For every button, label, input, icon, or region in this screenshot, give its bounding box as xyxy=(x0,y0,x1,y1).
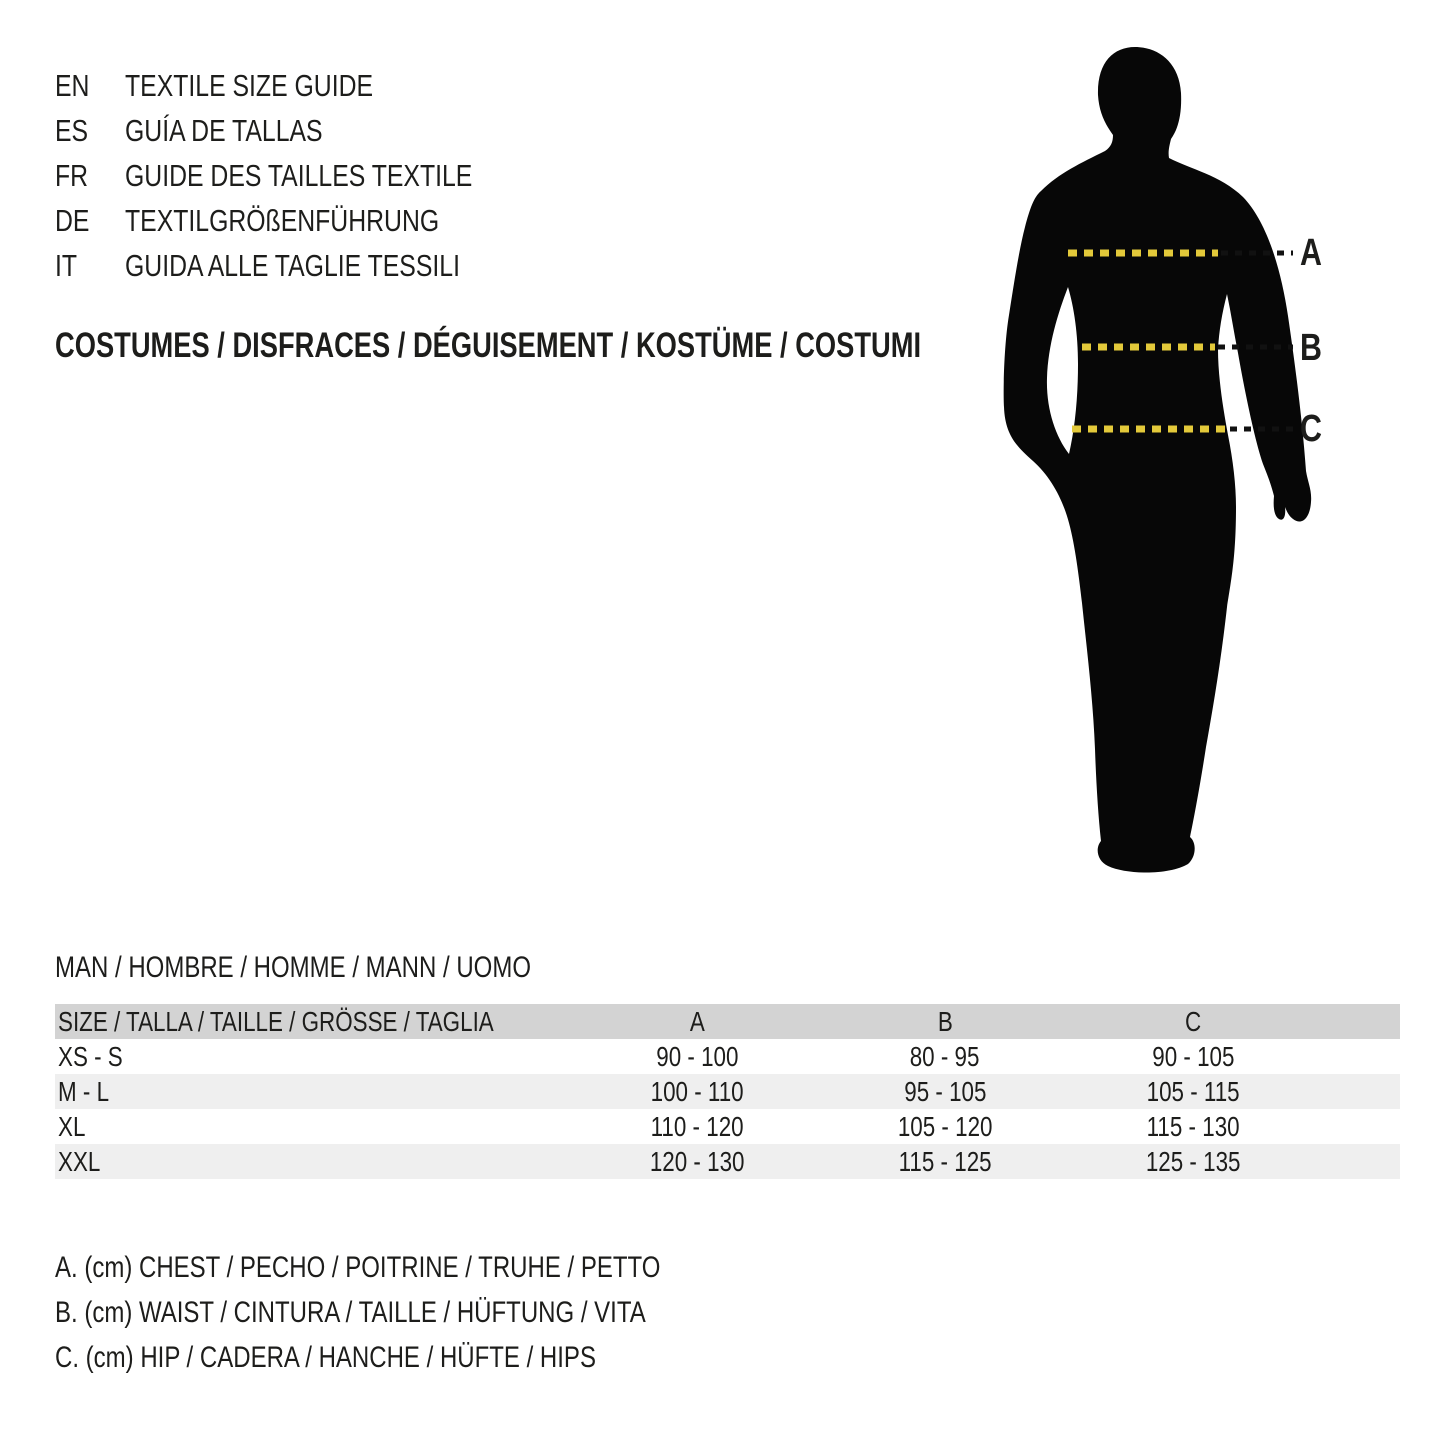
footnote-hip-text: C. (cm) HIP / CADERA / HANCHE / HÜFTE / HIPS xyxy=(55,1340,596,1374)
header-col-a: A xyxy=(689,1005,705,1037)
cell-c: 105 - 115 xyxy=(1146,1075,1240,1107)
man-silhouette-figure xyxy=(985,45,1315,880)
footnotes xyxy=(55,1245,812,1380)
cell-b: 105 - 120 xyxy=(897,1110,993,1142)
cell-size: XL xyxy=(58,1110,86,1142)
language-label: GUIDA ALLE TAGLIE TESSILI xyxy=(125,247,460,283)
category-title-text: COSTUMES / DISFRACES / DÉGUISEMENT / KOSTÜME / COSTUMI xyxy=(55,326,922,365)
measurement-label-c-text: C xyxy=(1300,408,1322,450)
footnote-waist xyxy=(55,1290,812,1335)
cell-size: XXL xyxy=(58,1145,101,1177)
language-row xyxy=(55,198,559,243)
cell-size: M - L xyxy=(58,1075,110,1107)
size-table-header-row xyxy=(55,1004,1400,1039)
cell-c: 115 - 130 xyxy=(1146,1110,1240,1142)
footnote-waist-text: B. (cm) WAIST / CINTURA / TAILLE / HÜFTUNG / VITA xyxy=(55,1295,646,1329)
language-code: IT xyxy=(55,247,78,283)
language-row xyxy=(55,108,559,153)
size-table xyxy=(55,1004,1400,1179)
language-label: GUÍA DE TALLAS xyxy=(125,112,323,148)
cell-size: XS - S xyxy=(58,1040,123,1072)
cell-a: 90 - 100 xyxy=(655,1040,739,1072)
cell-b: 95 - 105 xyxy=(903,1075,987,1107)
measurement-label-b xyxy=(1300,329,1327,367)
header-size-label: SIZE / TALLA / TAILLE / GRÖSSE / TAGLIA xyxy=(58,1005,494,1037)
language-code: FR xyxy=(55,157,89,193)
section-title xyxy=(55,951,650,985)
table-row-m-l xyxy=(55,1074,1400,1109)
footnote-hip xyxy=(55,1335,812,1380)
cell-b: 115 - 125 xyxy=(898,1145,992,1177)
man-silhouette-path xyxy=(1004,47,1312,873)
language-code: DE xyxy=(55,202,90,238)
language-code: ES xyxy=(55,112,89,148)
size-figure xyxy=(985,45,1315,880)
cell-a: 100 - 110 xyxy=(650,1075,744,1107)
footnote-chest xyxy=(55,1245,812,1290)
language-row xyxy=(55,153,559,198)
measurement-label-a-text: A xyxy=(1300,232,1322,274)
language-label: TEXTILGRÖßENFÜHRUNG xyxy=(125,202,440,238)
cell-c: 125 - 135 xyxy=(1145,1145,1241,1177)
header-col-c: C xyxy=(1184,1005,1202,1037)
table-row-xs-s xyxy=(55,1039,1400,1074)
cell-a: 120 - 130 xyxy=(649,1145,745,1177)
cell-a: 110 - 120 xyxy=(650,1110,744,1142)
table-row-xxl xyxy=(55,1144,1400,1179)
language-list xyxy=(55,63,559,288)
language-code: EN xyxy=(55,67,90,103)
language-row xyxy=(55,63,559,108)
header-col-b: B xyxy=(937,1005,953,1037)
measurement-label-a xyxy=(1300,234,1327,272)
language-label: TEXTILE SIZE GUIDE xyxy=(125,67,374,103)
language-label: GUIDE DES TAILLES TEXTILE xyxy=(125,157,473,193)
footnote-chest-text: A. (cm) CHEST / PECHO / POITRINE / TRUHE / PETTO xyxy=(55,1250,661,1284)
measurement-label-c xyxy=(1300,410,1327,448)
cell-b: 80 - 95 xyxy=(910,1040,980,1072)
cell-c: 90 - 105 xyxy=(1151,1040,1235,1072)
section-title-text: MAN / HOMBRE / HOMME / MANN / UOMO xyxy=(55,951,532,984)
table-row-xl xyxy=(55,1109,1400,1144)
language-row xyxy=(55,243,559,288)
measurement-label-b-text: B xyxy=(1300,327,1322,369)
